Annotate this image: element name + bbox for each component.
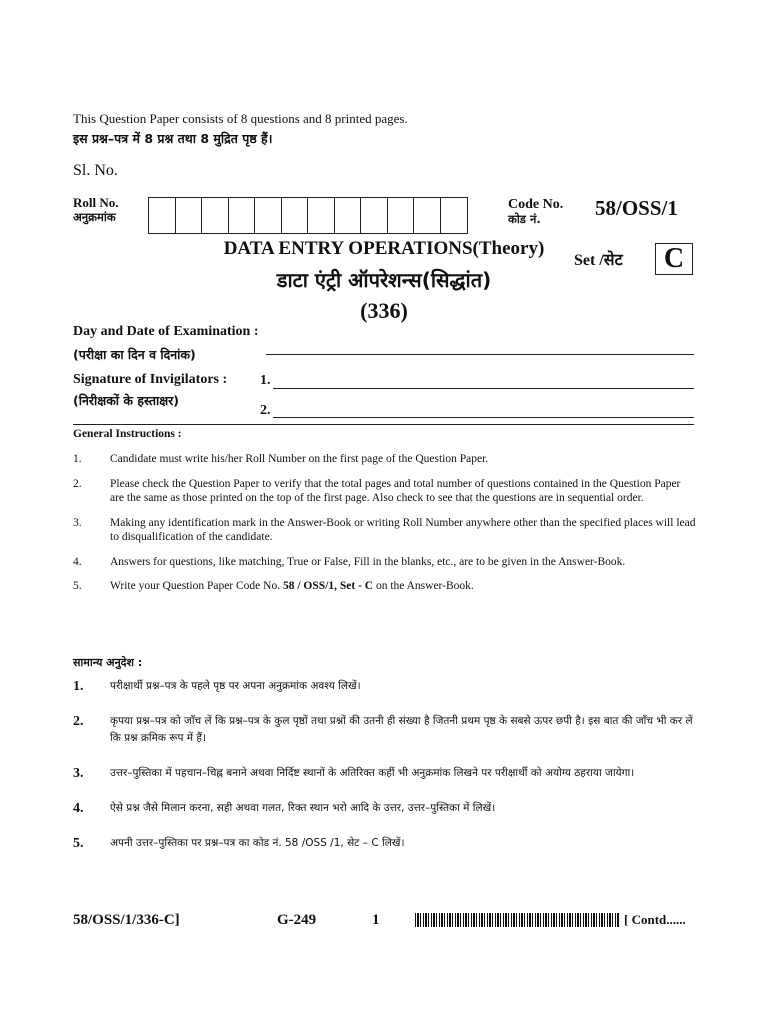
roll-digit-box[interactable]	[149, 198, 176, 233]
instruction-number: 1.	[73, 453, 82, 465]
roll-digit-box[interactable]	[388, 198, 415, 233]
section-divider	[73, 424, 694, 425]
signature-1-line[interactable]	[273, 388, 694, 389]
code-label-en: Code No.	[508, 197, 564, 212]
subject-title-hi: डाटा एंट्री ऑपरेशन्स(सिद्धांत)	[276, 268, 492, 292]
signature-2-line[interactable]	[273, 417, 694, 418]
footer-continued: [ Contd......	[624, 912, 686, 927]
instruction-item	[73, 516, 696, 545]
subject-title-en: DATA ENTRY OPERATIONS(Theory)	[223, 238, 545, 259]
roll-digit-box[interactable]	[308, 198, 335, 233]
exam-date-label-hi: (परीक्षा का दिन व दिनांक)	[73, 347, 196, 362]
roll-digit-box[interactable]	[176, 198, 203, 233]
roll-number-boxes[interactable]	[148, 197, 468, 234]
instruction-number: 2.	[73, 714, 84, 729]
hindi-instructions-heading: सामान्य अनुदेश :	[73, 656, 143, 669]
instruction-text: Candidate must write his/her Roll Number on the first page of the Question Paper.	[110, 453, 489, 465]
instruction-text: Making any identification mark in the Answer-Book or writing Roll Number anywhere other than the specified places will lead to disqualification of the candidate.	[110, 516, 696, 543]
exam-date-label-en: Day and Date of Examination :	[73, 324, 259, 339]
hindi-instruction-text: उत्तर–पुस्तिका में पहचान–चिह्न बनाने अथवा निर्दिष्ट स्थानों के अतिरिक्त कहीं भी अनुक्रमांक लिखने पर परीक्षार्थी को अयोग्य ठहराया जायेगा।	[110, 767, 635, 779]
roll-digit-box[interactable]	[335, 198, 362, 233]
instruction-item	[73, 555, 696, 570]
roll-digit-box[interactable]	[255, 198, 282, 233]
hindi-instruction-text: ऐसे प्रश्न जैसे मिलान करना, सही अथवा गलत, रिक्त स्थान भरो आदि के उत्तर, उत्तर–पुस्तिका में लिखें।	[110, 802, 496, 814]
signature-1-number: 1.	[260, 373, 271, 388]
instruction-number: 3.	[73, 516, 82, 529]
hindi-instruction-item	[73, 713, 696, 747]
invigilator-signature-label-en: Signature of Invigilators :	[73, 372, 228, 387]
roll-digit-box[interactable]	[414, 198, 441, 233]
instruction-number: 1.	[73, 679, 84, 694]
instruction-item	[73, 477, 696, 506]
roll-digit-box[interactable]	[229, 198, 256, 233]
hindi-instruction-item	[73, 765, 696, 782]
roll-digit-box[interactable]	[282, 198, 309, 233]
hindi-instruction-item	[73, 835, 696, 852]
code-number-value: 58/OSS/1	[595, 196, 678, 220]
roll-digit-box[interactable]	[441, 198, 468, 233]
hindi-instruction-item	[73, 678, 696, 695]
hindi-instruction-item	[73, 800, 696, 817]
general-instructions-heading: General Instructions :	[73, 428, 182, 440]
roll-number-label	[73, 195, 119, 225]
roll-label-en: Roll No.	[73, 195, 119, 210]
footer-g-number: G-249	[277, 912, 317, 928]
instruction-number: 2.	[73, 477, 82, 490]
footer-page-number: 1	[372, 912, 380, 928]
instruction-number: 5.	[73, 836, 84, 851]
paper-code-emphasis: 58 / OSS/1, Set - C	[282, 580, 374, 592]
invigilator-signature-label-hi: (निरीक्षकों के हस्ताक्षर)	[73, 393, 179, 408]
paper-info-en: This Question Paper consists of 8 questions and 8 printed pages.	[73, 111, 408, 126]
code-number-label	[508, 197, 563, 227]
instruction-item	[73, 579, 696, 594]
footer-paper-code: 58/OSS/1/336-C]	[73, 912, 180, 928]
instruction-number: 4.	[73, 801, 84, 816]
paper-info-hi: इस प्रश्न–पत्र में 8 प्रश्न तथा 8 मुद्रित पृष्ठ हैं।	[73, 131, 273, 146]
instruction-text-part: Write your Question Paper Code No.	[110, 580, 283, 592]
instruction-number: 5.	[73, 580, 82, 592]
hindi-instructions-list	[73, 678, 696, 852]
signature-2-number: 2.	[260, 403, 271, 418]
roll-digit-box[interactable]	[361, 198, 388, 233]
code-label-hi: कोड नं.	[508, 212, 541, 226]
instruction-text: Answers for questions, like matching, True or False, Fill in the blanks, etc., are to be given in the Answer-Book.	[110, 555, 626, 568]
roll-digit-box[interactable]	[202, 198, 229, 233]
general-instructions-list	[73, 452, 696, 604]
subject-code: (336)	[360, 298, 408, 323]
set-letter-box: C	[655, 243, 693, 275]
instruction-text	[110, 579, 696, 594]
hindi-instruction-text: कृपया प्रश्न–पत्र को जाँच लें कि प्रश्न–पत्र के कुल पृष्ठों तथा प्रश्नों की उतनी ही संख्या है जितनी प्रथम पृष्ठ के सबसे ऊपर छपी है। इस बात की जाँच भी कर लें कि प्रश्न क्रमिक रूप में हैं।	[110, 715, 693, 744]
roll-label-hi: अनुक्रमांक	[73, 210, 116, 224]
instruction-item	[73, 452, 696, 467]
set-label: Set /सेट	[574, 252, 623, 269]
hindi-instruction-text: परीक्षार्थी प्रश्न–पत्र के पहले पृष्ठ पर अपना अनुक्रमांक अवश्य लिखें।	[110, 680, 361, 692]
instruction-text: Please check the Question Paper to verify that the total pages and total number of questions contained in the Question Paper are the same as those printed on the top of the first page. Also check to see that the questions are in sequential order.	[110, 477, 681, 504]
instruction-text-part: on the Answer-Book.	[373, 580, 474, 592]
serial-number-label: Sl. No.	[73, 162, 118, 179]
barcode-image	[415, 913, 620, 927]
exam-date-field-line[interactable]	[266, 354, 694, 355]
hindi-instruction-text: अपनी उत्तर–पुस्तिका पर प्रश्न–पत्र का कोड नं. 58 /OSS /1, सेट – C लिखें।	[110, 837, 405, 849]
instruction-number: 4.	[73, 555, 82, 568]
instruction-number: 3.	[73, 766, 84, 781]
